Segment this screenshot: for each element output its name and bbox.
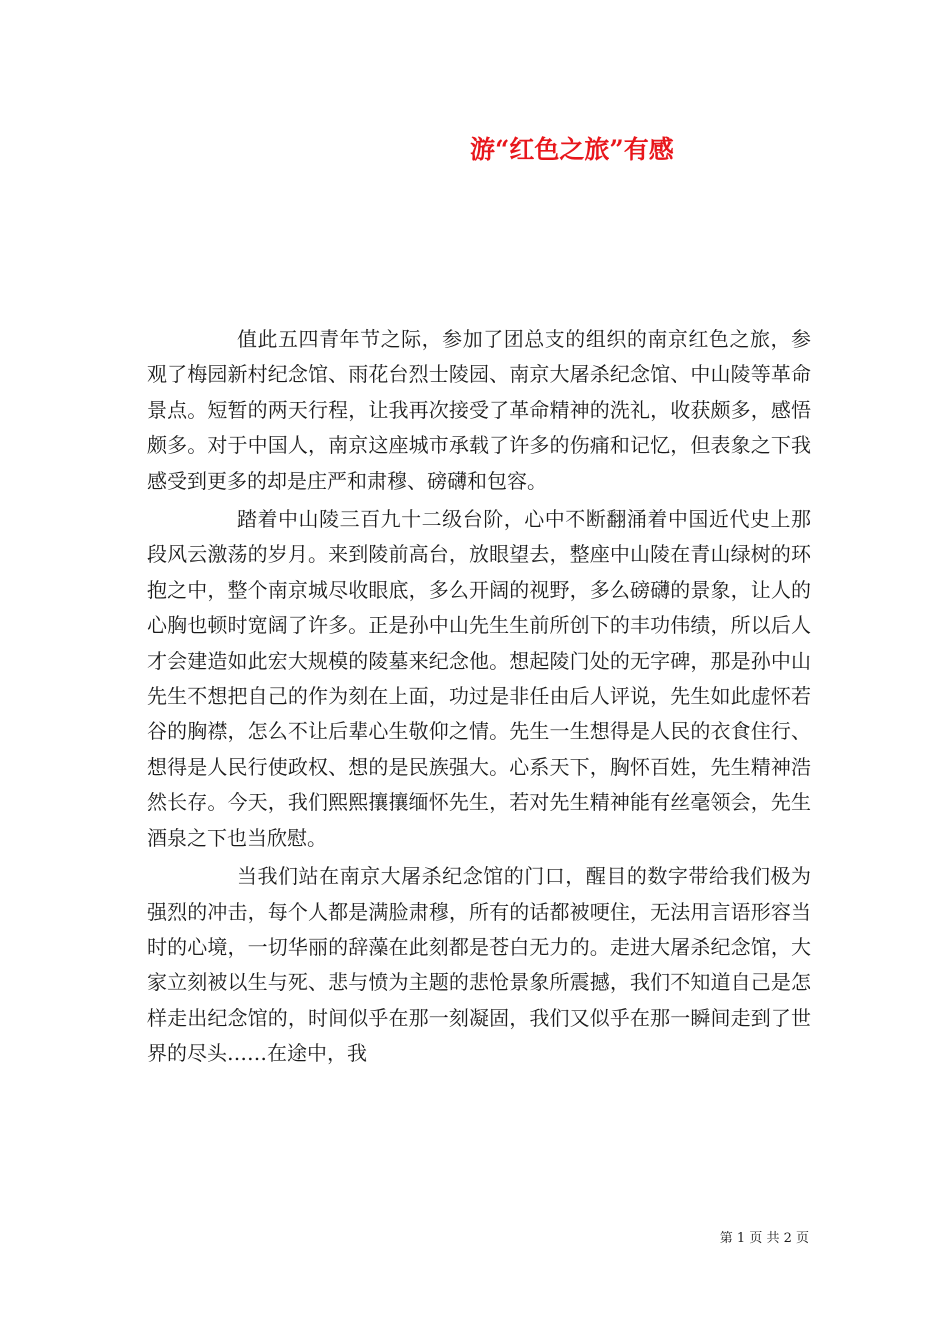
- paragraph-2: 踏着中山陵三百九十二级台阶，心中不断翻涌着中国近代史上那段风云激荡的岁月。来到陵前高台，放眼望去，整座中山陵在青山绿树的环抱之中，整个南京城尽收眼底，多么开阔的视野，多么磅礴的景象，让人的心胸也顿时宽阔了许多。正是孙中山先生生前所创下的丰功伟绩，所以后人才会建造如此宏大规模的陵墓来纪念他。想起陵门处的无字碑，那是孙中山先生不想把自己的作为刻在上面，功过是非任由后人评说，先生如此虚怀若谷的胸襟，怎么不让后辈心生敬仰之情。先生一生想得是人民的衣食住行、想得是人民行使政权、想的是民族强大。心系天下，胸怀百姓，先生精神浩然长存。今天，我们熙熙攘攘缅怀先生，若对先生精神能有丝毫领会，先生酒泉之下也当欣慰。: [147, 507, 811, 850]
- document-body: [147, 322, 811, 1072]
- paragraph-3: 当我们站在南京大屠杀纪念馆的门口，醒目的数字带给我们极为强烈的冲击，每个人都是满脸肃穆，所有的话都被哽住，无法用言语形容当时的心境，一切华丽的辞藻在此刻都是苍白无力的。走进大屠杀纪念馆，大家立刻被以生与死、悲与愤为主题的悲怆景象所震撼，我们不知道自己是怎样走出纪念馆的，时间似乎在那一刻凝固，我们又似乎在那一瞬间走到了世界的尽头……在途中，我: [147, 864, 811, 1066]
- page-number-footer: 第 1 页 共 2 页: [719, 1231, 809, 1246]
- document-title: 游“红色之旅”有感: [470, 135, 674, 164]
- paragraph-1: 值此五四青年节之际，参加了团总支的组织的南京红色之旅，参观了梅园新村纪念馆、雨花台烈士陵园、南京大屠杀纪念馆、中山陵等革命景点。短暂的两天行程，让我再次接受了革命精神的洗礼，收获颇多，感悟颇多。对于中国人，南京这座城市承载了许多的伤痛和记忆，但表象之下我感受到更多的却是庄严和肃穆、磅礴和包容。: [147, 327, 811, 493]
